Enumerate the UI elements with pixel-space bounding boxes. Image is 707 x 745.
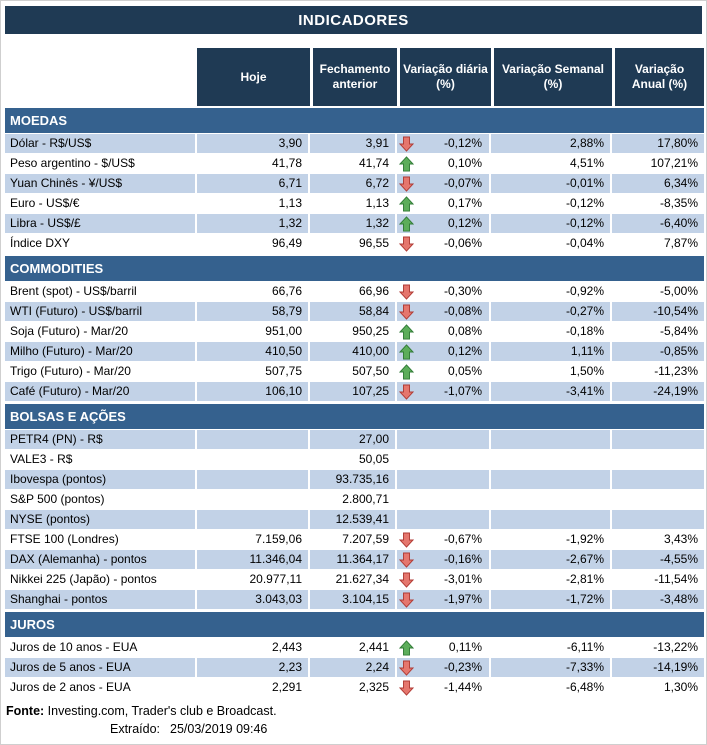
cell-variacao-anual: -14,19%	[612, 658, 704, 678]
cell-variacao-anual: -3,48%	[612, 590, 704, 610]
cell-variacao-semanal: 1,11%	[491, 342, 612, 362]
trend-down-icon	[399, 236, 414, 252]
cell-variacao-diaria	[397, 302, 491, 322]
trend-up-icon	[399, 364, 414, 380]
fonte-text: Investing.com, Trader's club e Broadcast.	[44, 704, 277, 718]
cell-variacao-anual: 17,80%	[612, 134, 704, 154]
cell-variacao-semanal	[491, 510, 612, 530]
cell-variacao-semanal: -0,18%	[491, 322, 612, 342]
cell-fechamento-anterior: 3.104,15	[310, 590, 397, 610]
cell-variacao-anual: -24,19%	[612, 382, 704, 402]
trend-down-icon	[399, 552, 414, 568]
page-title: INDICADORES	[5, 6, 702, 34]
variacao-diaria-value: 0,12%	[447, 216, 482, 230]
trend-down-icon	[399, 304, 414, 320]
cell-fechamento-anterior: 2,24	[310, 658, 397, 678]
trend-up-icon	[399, 196, 414, 212]
cell-fechamento-anterior: 93.735,16	[310, 470, 397, 490]
cell-variacao-diaria	[397, 638, 491, 658]
cell-hoje	[197, 470, 310, 490]
trend-down-icon	[399, 176, 414, 192]
cell-hoje	[197, 450, 310, 470]
variacao-diaria-value: -1,97%	[443, 592, 482, 606]
cell-variacao-semanal: -0,92%	[491, 282, 612, 302]
cell-variacao-anual: -8,35%	[612, 194, 704, 214]
cell-variacao-diaria	[397, 530, 491, 550]
cell-hoje: 41,78	[197, 154, 310, 174]
cell-fechamento-anterior: 66,96	[310, 282, 397, 302]
cell-variacao-semanal: -1,92%	[491, 530, 612, 550]
variacao-diaria-value: 0,11%	[448, 640, 482, 654]
extraido-value: 25/03/2019 09:46	[170, 722, 268, 736]
cell-hoje: 507,75	[197, 362, 310, 382]
cell-variacao-anual: 107,21%	[612, 154, 704, 174]
cell-hoje: 106,10	[197, 382, 310, 402]
section-header-moedas: MOEDAS	[5, 106, 704, 134]
cell-variacao-anual: -4,55%	[612, 550, 704, 570]
cell-variacao-diaria	[397, 430, 491, 450]
trend-down-icon	[399, 572, 414, 588]
footer	[5, 702, 702, 738]
row-label: Shanghai - pontos	[5, 590, 197, 610]
row-label: Juros de 2 anos - EUA	[5, 678, 197, 698]
cell-variacao-semanal: -3,41%	[491, 382, 612, 402]
cell-variacao-anual: -10,54%	[612, 302, 704, 322]
cell-variacao-anual: 3,43%	[612, 530, 704, 550]
column-header-variacao-anual: Variação Anual (%)	[612, 48, 704, 106]
row-label: Peso argentino - $/US$	[5, 154, 197, 174]
row-label: Ibovespa (pontos)	[5, 470, 197, 490]
cell-variacao-diaria	[397, 550, 491, 570]
cell-fechamento-anterior: 410,00	[310, 342, 397, 362]
column-header-hoje: Hoje	[197, 48, 310, 106]
cell-variacao-semanal: -6,11%	[491, 638, 612, 658]
cell-hoje	[197, 430, 310, 450]
cell-fechamento-anterior: 1,32	[310, 214, 397, 234]
cell-variacao-anual	[612, 430, 704, 450]
row-label: Juros de 5 anos - EUA	[5, 658, 197, 678]
cell-hoje: 96,49	[197, 234, 310, 254]
cell-variacao-anual: -13,22%	[612, 638, 704, 658]
cell-variacao-anual: -0,85%	[612, 342, 704, 362]
cell-variacao-anual: 6,34%	[612, 174, 704, 194]
trend-up-icon	[399, 640, 414, 656]
cell-variacao-diaria	[397, 510, 491, 530]
cell-hoje: 2,23	[197, 658, 310, 678]
cell-variacao-diaria	[397, 234, 491, 254]
variacao-diaria-value: -0,08%	[443, 304, 482, 318]
column-header-variacao-semanal: Variação Semanal (%)	[491, 48, 612, 106]
cell-variacao-anual	[612, 470, 704, 490]
cell-variacao-semanal: -0,12%	[491, 194, 612, 214]
variacao-diaria-value: -1,44%	[443, 680, 482, 694]
cell-variacao-diaria	[397, 490, 491, 510]
variacao-diaria-value: -0,12%	[443, 136, 482, 150]
cell-hoje: 2,443	[197, 638, 310, 658]
cell-fechamento-anterior: 96,55	[310, 234, 397, 254]
extraido-label: Extraído:	[110, 722, 161, 736]
cell-fechamento-anterior: 3,91	[310, 134, 397, 154]
cell-variacao-diaria	[397, 382, 491, 402]
cell-variacao-anual: -11,54%	[612, 570, 704, 590]
trend-down-icon	[399, 592, 414, 608]
cell-variacao-semanal: -0,04%	[491, 234, 612, 254]
column-header-fechamento: Fechamento anterior	[310, 48, 397, 106]
variacao-diaria-value: 0,05%	[447, 364, 482, 378]
cell-variacao-diaria	[397, 590, 491, 610]
section-header-juros: JUROS	[5, 610, 704, 638]
trend-down-icon	[399, 660, 414, 676]
trend-down-icon	[399, 532, 414, 548]
cell-variacao-diaria	[397, 322, 491, 342]
cell-fechamento-anterior: 1,13	[310, 194, 397, 214]
cell-fechamento-anterior: 21.627,34	[310, 570, 397, 590]
cell-variacao-anual	[612, 510, 704, 530]
cell-variacao-diaria	[397, 154, 491, 174]
cell-variacao-diaria	[397, 174, 491, 194]
cell-fechamento-anterior: 2.800,71	[310, 490, 397, 510]
variacao-diaria-value: 0,08%	[447, 324, 482, 338]
variacao-diaria-value: -0,16%	[443, 552, 482, 566]
row-label: WTI (Futuro) - US$/barril	[5, 302, 197, 322]
cell-hoje: 1,13	[197, 194, 310, 214]
cell-hoje: 2,291	[197, 678, 310, 698]
cell-fechamento-anterior: 2,441	[310, 638, 397, 658]
cell-variacao-semanal: -6,48%	[491, 678, 612, 698]
cell-variacao-semanal: -1,72%	[491, 590, 612, 610]
cell-variacao-semanal: -0,01%	[491, 174, 612, 194]
cell-hoje: 66,76	[197, 282, 310, 302]
trend-up-icon	[399, 344, 414, 360]
cell-fechamento-anterior: 2,325	[310, 678, 397, 698]
cell-variacao-diaria	[397, 470, 491, 490]
row-label: Índice DXY	[5, 234, 197, 254]
extracted-line	[5, 720, 702, 738]
cell-fechamento-anterior: 6,72	[310, 174, 397, 194]
cell-variacao-semanal: -0,27%	[491, 302, 612, 322]
cell-hoje: 3,90	[197, 134, 310, 154]
cell-variacao-diaria	[397, 342, 491, 362]
cell-variacao-diaria	[397, 678, 491, 698]
cell-hoje	[197, 510, 310, 530]
cell-variacao-diaria	[397, 134, 491, 154]
cell-variacao-semanal	[491, 430, 612, 450]
cell-variacao-anual: -5,84%	[612, 322, 704, 342]
cell-variacao-diaria	[397, 658, 491, 678]
cell-variacao-diaria	[397, 570, 491, 590]
trend-up-icon	[399, 156, 414, 172]
cell-variacao-anual	[612, 450, 704, 470]
cell-hoje: 7.159,06	[197, 530, 310, 550]
row-label: Dólar - R$/US$	[5, 134, 197, 154]
row-label: Euro - US$/€	[5, 194, 197, 214]
row-label: NYSE (pontos)	[5, 510, 197, 530]
cell-variacao-diaria	[397, 450, 491, 470]
cell-variacao-semanal: 2,88%	[491, 134, 612, 154]
cell-hoje: 6,71	[197, 174, 310, 194]
variacao-diaria-value: -0,06%	[443, 236, 482, 250]
row-label: Trigo (Futuro) - Mar/20	[5, 362, 197, 382]
cell-fechamento-anterior: 7.207,59	[310, 530, 397, 550]
variacao-diaria-value: -0,07%	[443, 176, 482, 190]
cell-variacao-diaria	[397, 362, 491, 382]
trend-down-icon	[399, 384, 414, 400]
column-header-variacao-diaria: Variação diária (%)	[397, 48, 491, 106]
cell-hoje: 410,50	[197, 342, 310, 362]
cell-variacao-diaria	[397, 194, 491, 214]
cell-variacao-semanal	[491, 470, 612, 490]
cell-fechamento-anterior: 11.364,17	[310, 550, 397, 570]
cell-hoje: 11.346,04	[197, 550, 310, 570]
cell-variacao-anual: -5,00%	[612, 282, 704, 302]
cell-fechamento-anterior: 950,25	[310, 322, 397, 342]
cell-fechamento-anterior: 50,05	[310, 450, 397, 470]
cell-fechamento-anterior: 58,84	[310, 302, 397, 322]
variacao-diaria-value: -3,01%	[443, 572, 482, 586]
section-header-bolsas-e-acoes: BOLSAS E AÇÕES	[5, 402, 704, 430]
cell-variacao-anual: -6,40%	[612, 214, 704, 234]
cell-fechamento-anterior: 27,00	[310, 430, 397, 450]
cell-variacao-semanal: -0,12%	[491, 214, 612, 234]
header-spacer	[5, 48, 197, 106]
cell-variacao-anual: 7,87%	[612, 234, 704, 254]
trend-down-icon	[399, 136, 414, 152]
cell-variacao-anual: -11,23%	[612, 362, 704, 382]
section-header-commodities: COMMODITIES	[5, 254, 704, 282]
variacao-diaria-value: -0,30%	[443, 284, 482, 298]
cell-variacao-anual	[612, 490, 704, 510]
cell-variacao-diaria	[397, 282, 491, 302]
cell-variacao-semanal: -2,67%	[491, 550, 612, 570]
row-label: S&P 500 (pontos)	[5, 490, 197, 510]
cell-hoje: 3.043,03	[197, 590, 310, 610]
cell-variacao-semanal: 4,51%	[491, 154, 612, 174]
cell-variacao-anual: 1,30%	[612, 678, 704, 698]
cell-variacao-semanal: -7,33%	[491, 658, 612, 678]
row-label: DAX (Alemanha) - pontos	[5, 550, 197, 570]
row-label: VALE3 - R$	[5, 450, 197, 470]
cell-fechamento-anterior: 12.539,41	[310, 510, 397, 530]
row-label: Soja (Futuro) - Mar/20	[5, 322, 197, 342]
variacao-diaria-value: 0,10%	[447, 156, 482, 170]
variacao-diaria-value: 0,12%	[447, 344, 482, 358]
row-label: Café (Futuro) - Mar/20	[5, 382, 197, 402]
indicators-table	[5, 48, 702, 698]
trend-down-icon	[399, 284, 414, 300]
cell-variacao-semanal: 1,50%	[491, 362, 612, 382]
row-label: FTSE 100 (Londres)	[5, 530, 197, 550]
trend-down-icon	[399, 680, 414, 696]
cell-variacao-semanal: -2,81%	[491, 570, 612, 590]
cell-variacao-semanal	[491, 450, 612, 470]
cell-variacao-diaria	[397, 214, 491, 234]
variacao-diaria-value: -0,23%	[443, 660, 482, 674]
trend-up-icon	[399, 324, 414, 340]
fonte-label: Fonte:	[6, 704, 45, 718]
row-label: Nikkei 225 (Japão) - pontos	[5, 570, 197, 590]
row-label: Milho (Futuro) - Mar/20	[5, 342, 197, 362]
variacao-diaria-value: -0,67%	[443, 532, 482, 546]
cell-hoje: 1,32	[197, 214, 310, 234]
row-label: Brent (spot) - US$/barril	[5, 282, 197, 302]
trend-up-icon	[399, 216, 414, 232]
row-label: PETR4 (PN) - R$	[5, 430, 197, 450]
row-label: Libra - US$/£	[5, 214, 197, 234]
source-line	[5, 702, 702, 720]
cell-hoje: 58,79	[197, 302, 310, 322]
row-label: Juros de 10 anos - EUA	[5, 638, 197, 658]
cell-hoje: 951,00	[197, 322, 310, 342]
cell-fechamento-anterior: 507,50	[310, 362, 397, 382]
cell-fechamento-anterior: 41,74	[310, 154, 397, 174]
variacao-diaria-value: -1,07%	[443, 384, 482, 398]
cell-hoje	[197, 490, 310, 510]
cell-fechamento-anterior: 107,25	[310, 382, 397, 402]
cell-hoje: 20.977,11	[197, 570, 310, 590]
cell-variacao-semanal	[491, 490, 612, 510]
row-label: Yuan Chinês - ¥/US$	[5, 174, 197, 194]
variacao-diaria-value: 0,17%	[447, 196, 482, 210]
